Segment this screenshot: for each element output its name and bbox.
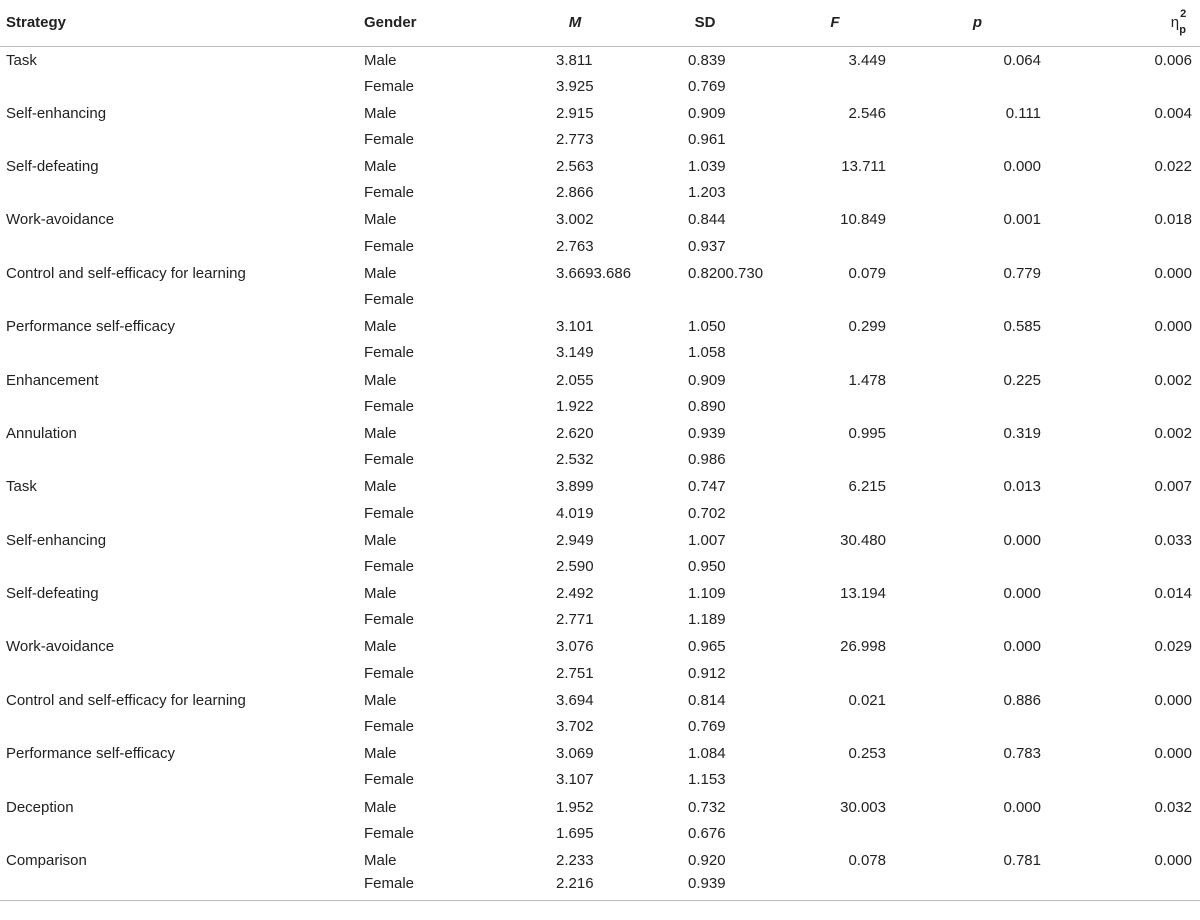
- sd-cell: 0.814: [688, 691, 726, 709]
- table-row: [0, 873, 1200, 900]
- sd-cell: 0.702: [688, 504, 726, 522]
- f-cell: 6.215: [848, 478, 886, 496]
- eta-cell: 0.006: [1154, 51, 1192, 69]
- strategy-cell: Performance self-efficacy: [6, 318, 175, 336]
- eta-cell: 0.033: [1154, 531, 1192, 549]
- strategy-cell: Self-defeating: [6, 158, 99, 176]
- p-cell: 0.000: [1003, 531, 1041, 549]
- table-row: [0, 446, 1200, 473]
- gender-cell: Male: [364, 585, 397, 603]
- strategy-cell: [0, 233, 362, 260]
- table-row: [0, 740, 1200, 767]
- mean-cell: 2.915: [556, 104, 594, 122]
- table-row: [0, 206, 1200, 233]
- gender-cell: Female: [364, 130, 415, 148]
- f-cell: 0.078: [848, 851, 886, 869]
- f-cell: 13.711: [841, 158, 886, 176]
- strategy-cell: [0, 179, 362, 206]
- gender-cell: Female: [364, 874, 415, 892]
- sd-cell: 1.084: [688, 745, 726, 763]
- f-cell: [770, 660, 900, 687]
- eta-cell: 0.000: [1154, 318, 1192, 336]
- header-gender: Gender: [364, 14, 417, 32]
- table-row: [0, 660, 1200, 687]
- p-cell: [900, 286, 1055, 313]
- table-row: [0, 687, 1200, 714]
- eta-cell: 0.014: [1154, 585, 1192, 603]
- f-cell: [770, 553, 900, 580]
- mean-cell: 3.107: [556, 771, 594, 789]
- table-row: [0, 260, 1200, 287]
- f-cell: [770, 820, 900, 847]
- f-cell: [770, 606, 900, 633]
- p-cell: 0.000: [1003, 638, 1041, 656]
- strategy-cell: Enhancement: [6, 371, 99, 389]
- eta-cell: 0.029: [1154, 638, 1192, 656]
- gender-cell: Male: [364, 371, 397, 389]
- eta-letter: η: [1170, 13, 1180, 31]
- sd-cell: 1.058: [688, 344, 726, 362]
- mean-cell: 3.694: [556, 691, 594, 709]
- p-cell: 0.585: [1003, 318, 1041, 336]
- mean-cell: 3.702: [556, 718, 594, 736]
- p-cell: 0.779: [1003, 264, 1041, 282]
- p-cell: [900, 393, 1055, 420]
- f-cell: [770, 873, 900, 900]
- table-row: [0, 526, 1200, 553]
- p-cell: [900, 73, 1055, 100]
- table-row: [0, 633, 1200, 660]
- f-cell: 13.194: [840, 585, 886, 603]
- f-cell: [770, 500, 900, 527]
- gender-cell: Female: [364, 504, 415, 522]
- eta-cell: 0.004: [1154, 104, 1192, 122]
- mean-cell: 2.866: [556, 184, 594, 202]
- gender-cell: Male: [364, 51, 397, 69]
- strategy-cell: [0, 393, 362, 420]
- mean-cell: 2.763: [556, 237, 594, 255]
- gender-cell: Male: [364, 158, 397, 176]
- table-row: [0, 233, 1200, 260]
- p-cell: 0.000: [1003, 158, 1041, 176]
- header-f: F: [830, 14, 840, 32]
- mean-cell: 3.101: [556, 318, 594, 336]
- f-cell: [770, 126, 900, 153]
- p-cell: 0.001: [1003, 211, 1041, 229]
- eta-cell: [1055, 767, 1200, 794]
- f-cell: [770, 286, 900, 313]
- gender-cell: Female: [364, 237, 415, 255]
- strategy-cell: [0, 73, 362, 100]
- f-cell: [770, 393, 900, 420]
- sd-cell: 0.732: [688, 798, 726, 816]
- f-cell: 2.546: [848, 104, 886, 122]
- f-cell: 0.253: [848, 745, 886, 763]
- sd-cell: 0.909: [688, 371, 726, 389]
- mean-cell: 1.922: [556, 397, 594, 415]
- f-cell: [770, 446, 900, 473]
- table-row: [0, 126, 1200, 153]
- sd-cell: 1.050: [688, 318, 726, 336]
- p-cell: [900, 340, 1055, 367]
- header-row: [0, 0, 1200, 46]
- header-partial-eta-squared: [1055, 0, 1200, 46]
- sd-cell: 0.769: [688, 77, 726, 95]
- mean-cell: 3.149: [556, 344, 594, 362]
- f-cell: 26.998: [840, 638, 886, 656]
- table-row: [0, 793, 1200, 820]
- eta-cell: [1055, 286, 1200, 313]
- gender-cell: Female: [364, 664, 415, 682]
- p-cell: [900, 553, 1055, 580]
- table-row: [0, 713, 1200, 740]
- strategy-cell: [0, 286, 362, 313]
- f-cell: 0.021: [848, 691, 886, 709]
- eta-subscript: p: [1179, 23, 1186, 36]
- gender-cell: Female: [364, 184, 415, 202]
- f-cell: 30.480: [840, 531, 886, 549]
- strategy-cell: Self-defeating: [6, 585, 99, 603]
- sd-cell: 0.844: [688, 211, 726, 229]
- mean-cell: 2.590: [556, 557, 594, 575]
- table-row: [0, 420, 1200, 447]
- sd-cell: 0.965: [688, 638, 726, 656]
- p-cell: [900, 126, 1055, 153]
- p-cell: [900, 179, 1055, 206]
- mean-cell: 3.899: [556, 478, 594, 496]
- f-cell: 0.079: [848, 264, 886, 282]
- f-cell: 0.299: [848, 318, 886, 336]
- eta-cell: [1055, 73, 1200, 100]
- eta-cell: [1055, 126, 1200, 153]
- strategy-cell: [0, 820, 362, 847]
- gender-cell: Female: [364, 344, 415, 362]
- strategy-cell: [0, 446, 362, 473]
- sd-cell: 0.920: [688, 851, 726, 869]
- sd-cell: 1.203: [688, 184, 726, 202]
- p-cell: 0.783: [1003, 745, 1041, 763]
- strategy-cell: Deception: [6, 798, 74, 816]
- strategy-cell: [0, 340, 362, 367]
- strategy-cell: Work-avoidance: [6, 211, 115, 229]
- sd-cell: 0.912: [688, 664, 726, 682]
- p-cell: 0.000: [1003, 585, 1041, 603]
- p-cell: [900, 873, 1055, 900]
- sd-cell: 0.961: [688, 130, 726, 148]
- table-header: [0, 0, 1200, 46]
- strategy-cell: Performance self-efficacy: [6, 745, 175, 763]
- eta-cell: [1055, 873, 1200, 900]
- strategy-cell: Comparison: [6, 851, 87, 869]
- sd-cell: 0.986: [688, 451, 726, 469]
- table-row: [0, 606, 1200, 633]
- eta-cell: 0.022: [1154, 158, 1192, 176]
- strategy-cell: Control and self-efficacy for learning: [6, 691, 246, 709]
- mean-cell: 2.620: [556, 424, 594, 442]
- mean-cell: 2.771: [556, 611, 594, 629]
- sd-cell: 0.939: [688, 424, 726, 442]
- f-cell: 30.003: [840, 798, 886, 816]
- gender-cell: Female: [364, 611, 415, 629]
- sd-cell: 0.939: [688, 874, 726, 892]
- gender-cell: Female: [364, 824, 415, 842]
- table-row: [0, 820, 1200, 847]
- sd-cell: 1.007: [688, 531, 726, 549]
- mean-cell: 3.811: [556, 51, 593, 69]
- f-cell: [770, 73, 900, 100]
- mean-cell: 2.532: [556, 451, 594, 469]
- f-cell: [770, 179, 900, 206]
- strategy-cell: Self-enhancing: [6, 104, 107, 122]
- f-cell: 1.478: [848, 371, 886, 389]
- strategy-cell: [0, 767, 362, 794]
- mean-cell: 1.695: [556, 824, 594, 842]
- gender-cell: Male: [364, 638, 397, 656]
- mean-cell: 2.216: [556, 874, 594, 892]
- gender-cell: Female: [364, 291, 415, 309]
- sd-cell: [640, 286, 770, 313]
- table-row: [0, 473, 1200, 500]
- table-body: [0, 46, 1200, 900]
- sd-cell: 0.890: [688, 397, 726, 415]
- table-row: [0, 286, 1200, 313]
- f-cell: [770, 767, 900, 794]
- gender-cell: Male: [364, 211, 397, 229]
- eta-cell: [1055, 553, 1200, 580]
- table-row: [0, 73, 1200, 100]
- sd-cell: 1.153: [688, 771, 726, 789]
- eta-cell: [1055, 233, 1200, 260]
- strategy-cell: Task: [6, 478, 37, 496]
- eta-cell: [1055, 179, 1200, 206]
- table-row: [0, 313, 1200, 340]
- p-cell: 0.111: [1005, 104, 1041, 122]
- header-strategy: Strategy: [6, 14, 67, 32]
- p-cell: [900, 713, 1055, 740]
- sd-cell: 0.8200.730: [688, 264, 764, 282]
- strategy-cell: [0, 606, 362, 633]
- sd-cell: 0.909: [688, 104, 726, 122]
- gender-cell: Male: [364, 691, 397, 709]
- mean-cell: 2.751: [556, 664, 594, 682]
- gender-cell: Male: [364, 104, 397, 122]
- eta-cell: 0.032: [1154, 798, 1192, 816]
- gender-cell: Male: [364, 478, 397, 496]
- header-mean: M: [568, 14, 582, 32]
- eta-cell: [1055, 393, 1200, 420]
- table-row: [0, 179, 1200, 206]
- eta-symbol: [1170, 7, 1192, 36]
- mean-cell: 3.6693.686: [556, 264, 632, 282]
- header-sd: SD: [694, 14, 716, 32]
- eta-superscript: 2: [1180, 7, 1187, 20]
- table-row: [0, 553, 1200, 580]
- p-cell: [900, 820, 1055, 847]
- mean-cell: [510, 286, 640, 313]
- mean-cell: 2.949: [556, 531, 594, 549]
- p-cell: 0.225: [1003, 371, 1041, 389]
- table-row: [0, 153, 1200, 180]
- eta-cell: 0.000: [1154, 691, 1192, 709]
- sd-cell: 0.950: [688, 557, 726, 575]
- sd-cell: 1.109: [688, 585, 726, 603]
- gender-cell: Male: [364, 745, 397, 763]
- p-cell: 0.886: [1003, 691, 1041, 709]
- table-row: [0, 580, 1200, 607]
- table-row: [0, 767, 1200, 794]
- gender-cell: Male: [364, 798, 397, 816]
- eta-cell: 0.018: [1154, 211, 1192, 229]
- strategy-cell: [0, 553, 362, 580]
- p-cell: 0.781: [1003, 851, 1041, 869]
- p-cell: [900, 500, 1055, 527]
- table-row: [0, 366, 1200, 393]
- f-cell: 3.449: [848, 51, 886, 69]
- gender-cell: Female: [364, 397, 415, 415]
- eta-cell: 0.000: [1154, 851, 1192, 869]
- gender-cell: Male: [364, 531, 397, 549]
- mean-cell: 3.925: [556, 77, 594, 95]
- eta-cell: 0.002: [1154, 371, 1192, 389]
- eta-cell: [1055, 820, 1200, 847]
- strategy-cell: [0, 713, 362, 740]
- mean-cell: 2.773: [556, 130, 594, 148]
- sd-cell: 1.039: [688, 158, 726, 176]
- sd-cell: 1.189: [688, 611, 726, 629]
- eta-cell: 0.000: [1154, 745, 1192, 763]
- strategy-cell: [0, 873, 362, 900]
- gender-cell: Male: [364, 424, 397, 442]
- table-row: [0, 46, 1200, 73]
- strategy-cell: Task: [6, 51, 37, 69]
- gender-cell: Male: [364, 318, 397, 336]
- table-row: [0, 99, 1200, 126]
- mean-cell: 2.055: [556, 371, 594, 389]
- gender-cell: Female: [364, 77, 415, 95]
- eta-cell: [1055, 660, 1200, 687]
- sd-cell: 0.676: [688, 824, 726, 842]
- table-row: [0, 393, 1200, 420]
- f-cell: [770, 340, 900, 367]
- mean-cell: 3.076: [556, 638, 594, 656]
- gender-cell: Female: [364, 557, 415, 575]
- table-row: [0, 847, 1200, 874]
- mean-cell: 2.563: [556, 158, 594, 176]
- strategy-cell: Annulation: [6, 424, 77, 442]
- mean-cell: 4.019: [556, 504, 594, 522]
- strategy-cell: Self-enhancing: [6, 531, 107, 549]
- mean-cell: 1.952: [556, 798, 594, 816]
- header-p: p: [972, 14, 983, 32]
- p-cell: 0.013: [1003, 478, 1041, 496]
- sd-cell: 0.747: [688, 478, 726, 496]
- mean-cell: 3.069: [556, 745, 594, 763]
- eta-cell: 0.000: [1154, 264, 1192, 282]
- eta-cell: [1055, 713, 1200, 740]
- mean-cell: 2.233: [556, 851, 594, 869]
- gender-cell: Female: [364, 718, 415, 736]
- f-cell: [770, 233, 900, 260]
- eta-cell: [1055, 606, 1200, 633]
- p-cell: [900, 606, 1055, 633]
- gender-cell: Female: [364, 771, 415, 789]
- strategy-cell: [0, 500, 362, 527]
- eta-cell: [1055, 340, 1200, 367]
- p-cell: [900, 767, 1055, 794]
- p-cell: [900, 660, 1055, 687]
- p-cell: 0.319: [1003, 424, 1041, 442]
- p-cell: 0.064: [1003, 51, 1041, 69]
- mean-cell: 2.492: [556, 585, 594, 603]
- p-cell: [900, 233, 1055, 260]
- eta-cell: [1055, 500, 1200, 527]
- sd-cell: 0.839: [688, 51, 726, 69]
- f-cell: 10.849: [840, 211, 886, 229]
- gender-cell: Male: [364, 264, 397, 282]
- eta-cell: 0.007: [1154, 478, 1192, 496]
- sd-cell: 0.937: [688, 237, 726, 255]
- table-row: [0, 500, 1200, 527]
- strategy-cell: Control and self-efficacy for learning: [6, 264, 246, 282]
- strategy-cell: Work-avoidance: [6, 638, 115, 656]
- eta-cell: [1055, 446, 1200, 473]
- table-row: [0, 340, 1200, 367]
- mean-cell: 3.002: [556, 211, 594, 229]
- strategy-cell: [0, 126, 362, 153]
- gender-cell: Male: [364, 851, 397, 869]
- p-cell: [900, 446, 1055, 473]
- f-cell: 0.995: [848, 424, 886, 442]
- eta-cell: 0.002: [1154, 424, 1192, 442]
- f-cell: [770, 713, 900, 740]
- strategy-cell: [0, 660, 362, 687]
- sd-cell: 0.769: [688, 718, 726, 736]
- p-cell: 0.000: [1003, 798, 1041, 816]
- gender-cell: Female: [364, 451, 415, 469]
